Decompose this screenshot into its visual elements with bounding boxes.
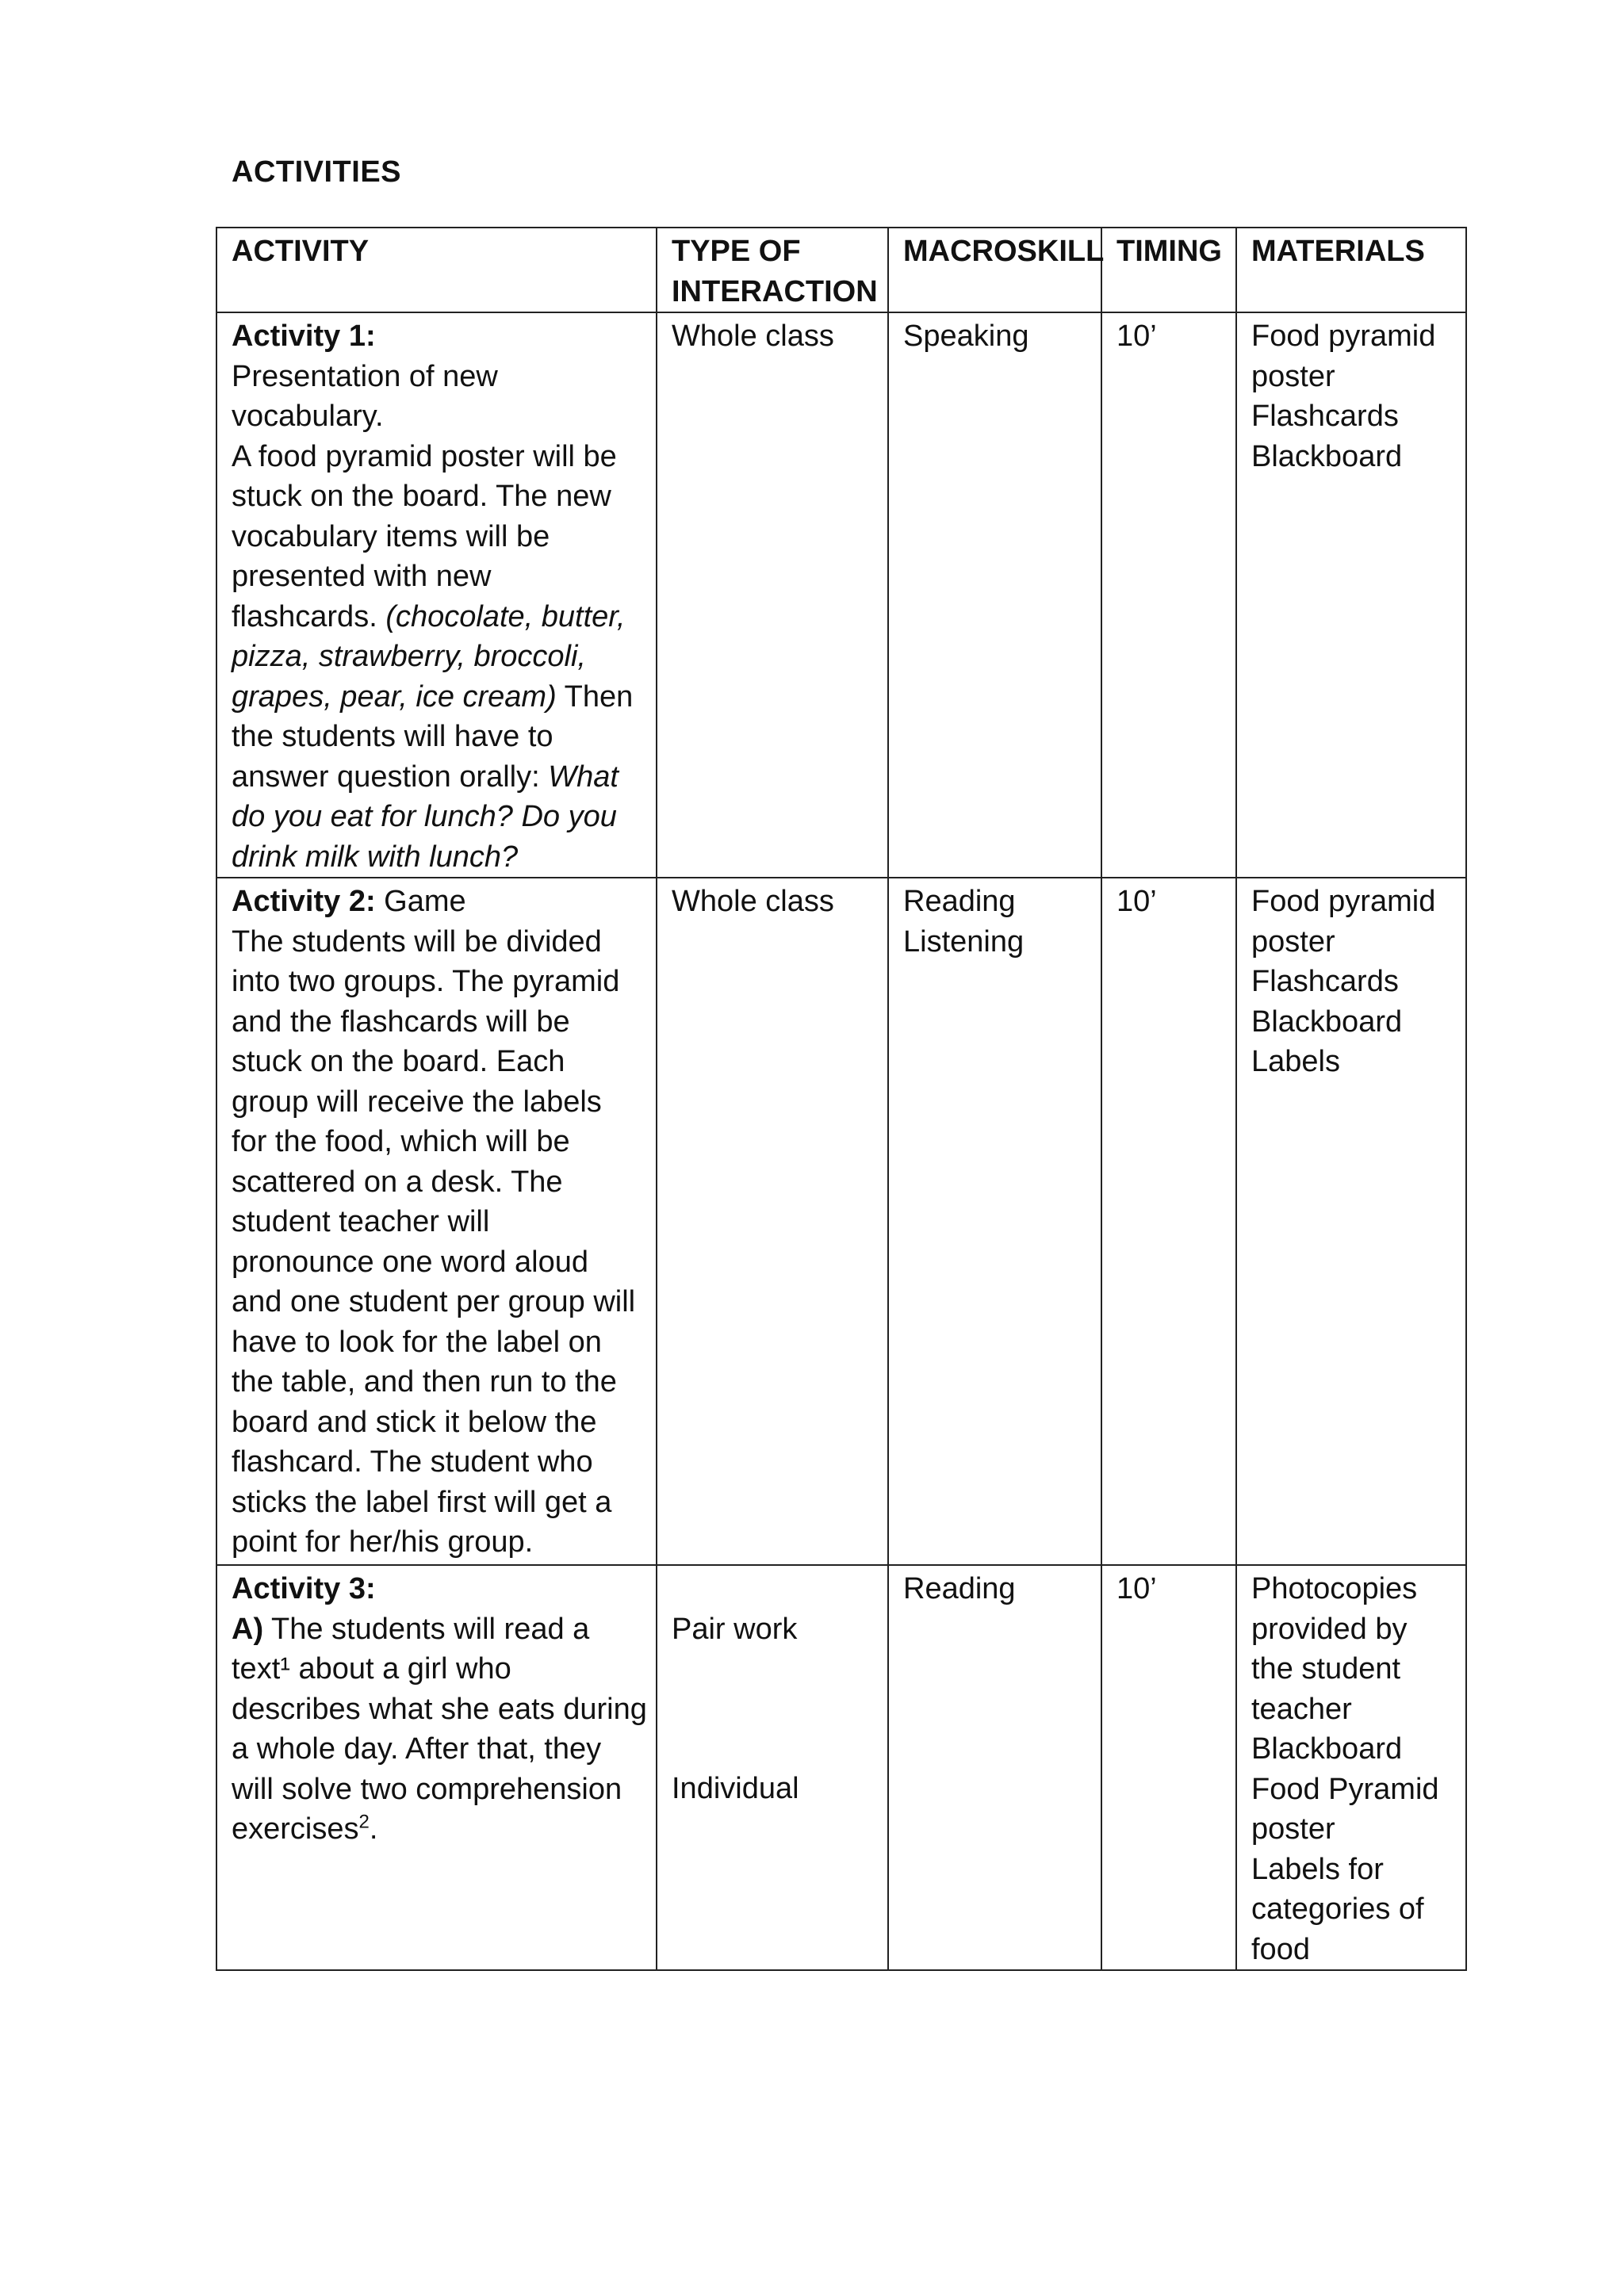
activity-desc-line: grapes, pear, ice cream) Then [232,679,634,714]
activity-desc-line: describes what she eats during [232,1692,647,1726]
table-row [216,312,1466,878]
activities-table [216,227,1467,1971]
activity-desc-line: text¹ about a girl who [232,1652,511,1686]
activity-desc-line: will solve two comprehension [232,1772,622,1806]
macroskill-cell: Reading Listening [888,878,1101,1565]
materials-cell: Food pyramid poster Flashcards Blackboard Labels [1236,878,1466,1565]
interaction-cell: Whole class [657,312,888,878]
table-row [216,1565,1466,1970]
activity-desc-line: student teacher will [232,1205,490,1238]
footnote-marker: 2 [358,1811,370,1833]
activity-desc-line: exercises$^2$. [232,1811,378,1846]
activity-desc-line: A food pyramid poster will be [232,439,617,473]
timing-cell: 10’ [1101,1565,1236,1970]
activity-desc-line: answer question orally: What [232,760,619,794]
activity-desc-line: for the food, which will be [232,1125,570,1158]
activity-desc-line: pizza, strawberry, broccoli, [232,640,586,673]
timing-cell: 10’ [1101,312,1236,878]
activity-desc-line: do you eat for lunch? Do you [232,800,617,833]
activity-desc-line: stuck on the board. The new [232,480,611,513]
activity-desc-line: The students will be divided [232,924,602,959]
timing-cell: 10’ [1101,878,1236,1565]
activity-desc-line: the students will have to [232,720,553,753]
activity-desc-line: board and stick it below the [232,1405,597,1439]
activity-desc-line: have to look for the label on [232,1325,602,1359]
header-activity: ACTIVITY [216,228,657,312]
header-macroskill: MACROSKILL [888,228,1101,312]
activity-desc-line: stuck on the board. Each [232,1045,565,1078]
activity-desc-line: vocabulary. [232,400,384,433]
materials-cell: Food pyramid poster Flashcards Blackboard [1236,312,1466,878]
table-header-row [216,228,1466,312]
macroskill-cell: Reading [888,1565,1101,1970]
activity-desc-line: into two groups. The pyramid [232,965,620,998]
activity-desc-line: pronounce one word aloud [232,1245,589,1279]
activity-desc-line: group will receive the labels [232,1085,602,1119]
footnote-marker: ¹ [280,1652,290,1686]
activity-desc-line: vocabulary items will be [232,519,550,553]
section-heading: ACTIVITIES [232,155,402,189]
activity-desc-line: point for her/his group. [232,1525,534,1559]
materials-cell: Photocopies provided by the student teacher Blackboard Food Pyramid poster Labels for categories of food [1236,1565,1466,1970]
header-timing: TIMING [1101,228,1236,312]
activity-desc-line: a whole day. After that, they [232,1732,602,1766]
activity-desc-line: flashcard. The student who [232,1445,593,1479]
activity-cell [216,878,657,1565]
activity-desc-line: presented with new [232,560,492,593]
activity-desc-line: drink milk with lunch? [232,840,519,874]
header-materials: MATERIALS [1236,228,1466,312]
activity-desc-line: Presentation of new [232,359,498,393]
activity-desc-line: A) The students will read a [232,1612,590,1646]
macroskill-cell: Speaking [888,312,1101,878]
activity-title: Activity 1: [232,320,376,353]
interaction-cell: Pair work Individual [657,1565,888,1970]
activity-title: Activity 3: [232,1572,376,1605]
activity-desc-line: scattered on a desk. The [232,1165,563,1199]
activity-desc-line: and one student per group will [232,1285,636,1318]
activity-desc-line: sticks the label first will get a [232,1485,612,1519]
table-row [216,878,1466,1565]
activity-title: Activity 2: Game [232,885,466,918]
interaction-cell: Whole class [657,878,888,1565]
activity-desc-line: and the flashcards will be [232,1004,570,1039]
activity-desc-line: flashcards. (chocolate, butter, [232,599,626,633]
activity-desc-line: the table, and then run to the [232,1365,617,1399]
activity-cell [216,1565,657,1970]
activity-cell [216,312,657,878]
header-interaction: TYPE OF INTERACTION [657,228,888,312]
